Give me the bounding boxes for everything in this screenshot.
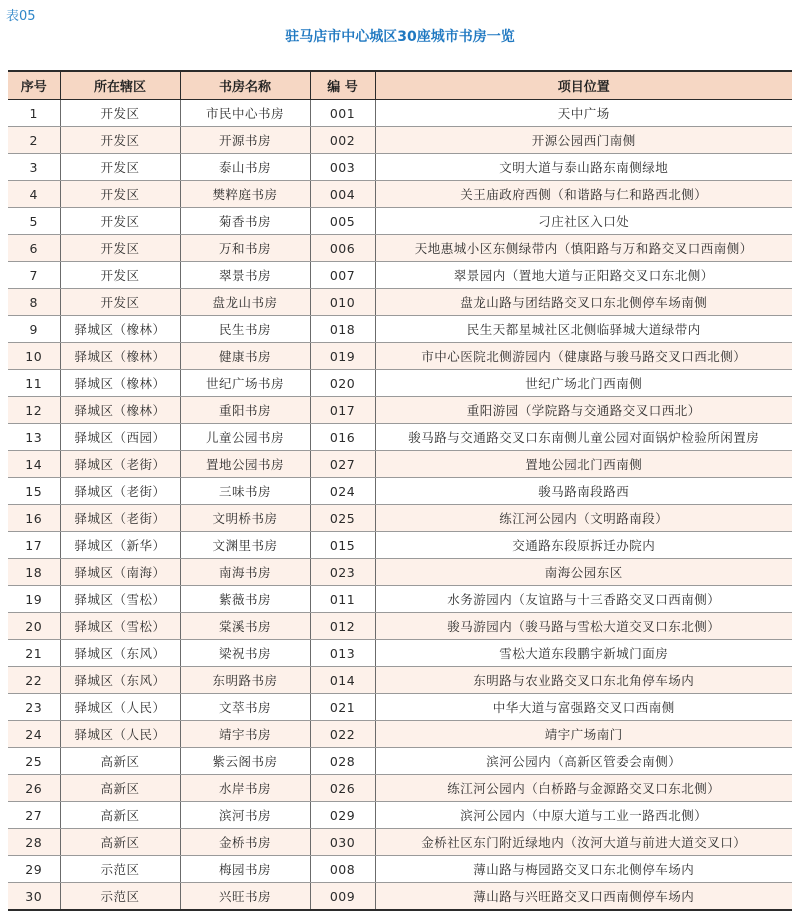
cell-location: 翠景园内（置地大道与正阳路交叉口东北侧）: [375, 262, 792, 289]
table-row: [8, 316, 792, 343]
table-row: [8, 694, 792, 721]
cell-code: 024: [310, 478, 375, 505]
cell-location: 南海公园东区: [375, 559, 792, 586]
cell-code: 010: [310, 289, 375, 316]
cell-code: 003: [310, 154, 375, 181]
cell-index: 2: [8, 127, 60, 154]
cell-name: 民生书房: [180, 316, 310, 343]
cell-index: 3: [8, 154, 60, 181]
cell-code: 004: [310, 181, 375, 208]
cell-code: 020: [310, 370, 375, 397]
cell-code: 015: [310, 532, 375, 559]
cell-district: 开发区: [60, 181, 180, 208]
cell-location: 金桥社区东门附近绿地内（汝河大道与前进大道交叉口）: [375, 829, 792, 856]
cell-name: 紫薇书房: [180, 586, 310, 613]
cell-name: 三味书房: [180, 478, 310, 505]
cell-index: 22: [8, 667, 60, 694]
cell-code: 026: [310, 775, 375, 802]
table-row: [8, 154, 792, 181]
cell-name: 樊粹庭书房: [180, 181, 310, 208]
cell-code: 021: [310, 694, 375, 721]
cell-name: 靖宇书房: [180, 721, 310, 748]
table-row: [8, 343, 792, 370]
cell-district: 驿城区（东风）: [60, 640, 180, 667]
cell-index: 23: [8, 694, 60, 721]
cell-index: 9: [8, 316, 60, 343]
cell-index: 27: [8, 802, 60, 829]
cell-name: 文萃书房: [180, 694, 310, 721]
cell-code: 011: [310, 586, 375, 613]
cell-name: 梅园书房: [180, 856, 310, 883]
cell-location: 靖宇广场南门: [375, 721, 792, 748]
cell-name: 紫云阁书房: [180, 748, 310, 775]
cell-code: 027: [310, 451, 375, 478]
cell-code: 025: [310, 505, 375, 532]
cell-location: 天地惠城小区东侧绿带内（慎阳路与万和路交叉口西南侧）: [375, 235, 792, 262]
cell-index: 25: [8, 748, 60, 775]
cell-code: 018: [310, 316, 375, 343]
cell-district: 高新区: [60, 829, 180, 856]
table-body: [8, 100, 792, 911]
cell-name: 滨河书房: [180, 802, 310, 829]
cell-location: 骏马路与交通路交叉口东南侧儿童公园对面锅炉检验所闲置房: [375, 424, 792, 451]
cell-district: 开发区: [60, 262, 180, 289]
cell-location: 文明大道与泰山路东南侧绿地: [375, 154, 792, 181]
cell-district: 驿城区（西园）: [60, 424, 180, 451]
cell-district: 开发区: [60, 208, 180, 235]
cell-district: 开发区: [60, 127, 180, 154]
cell-index: 13: [8, 424, 60, 451]
table-row: [8, 478, 792, 505]
cell-index: 10: [8, 343, 60, 370]
cell-district: 驿城区（新华）: [60, 532, 180, 559]
cell-district: 开发区: [60, 100, 180, 127]
cell-code: 023: [310, 559, 375, 586]
table-row: [8, 505, 792, 532]
cell-index: 19: [8, 586, 60, 613]
cell-location: 关王庙政府西侧（和谐路与仁和路西北侧）: [375, 181, 792, 208]
cell-district: 驿城区（南海）: [60, 559, 180, 586]
table-row: [8, 802, 792, 829]
cell-name: 健康书房: [180, 343, 310, 370]
cell-code: 007: [310, 262, 375, 289]
table-row: [8, 748, 792, 775]
cell-code: 008: [310, 856, 375, 883]
cell-district: 驿城区（橡林）: [60, 370, 180, 397]
cell-district: 驿城区（东风）: [60, 667, 180, 694]
cell-district: 示范区: [60, 856, 180, 883]
table-row: [8, 181, 792, 208]
cell-location: 置地公园北门西南侧: [375, 451, 792, 478]
cell-district: 驿城区（橡林）: [60, 397, 180, 424]
table-row: [8, 370, 792, 397]
table-row: [8, 721, 792, 748]
cell-code: 016: [310, 424, 375, 451]
header-index: 序号: [8, 71, 60, 100]
cell-district: 驿城区（老街）: [60, 505, 180, 532]
cell-location: 水务游园内（友谊路与十三香路交叉口西南侧）: [375, 586, 792, 613]
cell-district: 开发区: [60, 289, 180, 316]
cell-index: 1: [8, 100, 60, 127]
cell-index: 6: [8, 235, 60, 262]
table-row: [8, 775, 792, 802]
cell-location: 练江河公园内（白桥路与金源路交叉口东北侧）: [375, 775, 792, 802]
cell-name: 万和书房: [180, 235, 310, 262]
cell-district: 开发区: [60, 235, 180, 262]
cell-name: 东明路书房: [180, 667, 310, 694]
cell-name: 翠景书房: [180, 262, 310, 289]
cell-index: 14: [8, 451, 60, 478]
cell-code: 028: [310, 748, 375, 775]
table-row: [8, 262, 792, 289]
cell-code: 017: [310, 397, 375, 424]
table-row: [8, 586, 792, 613]
cell-code: 014: [310, 667, 375, 694]
cell-code: 019: [310, 343, 375, 370]
table-row: [8, 856, 792, 883]
header-code: 编 号: [310, 71, 375, 100]
cell-location: 重阳游园（学院路与交通路交叉口西北）: [375, 397, 792, 424]
table-row: [8, 100, 792, 127]
cell-name: 盘龙山书房: [180, 289, 310, 316]
table-row: [8, 829, 792, 856]
cell-location: 中华大道与富强路交叉口西南侧: [375, 694, 792, 721]
cell-index: 18: [8, 559, 60, 586]
cell-index: 4: [8, 181, 60, 208]
cell-code: 022: [310, 721, 375, 748]
cell-name: 重阳书房: [180, 397, 310, 424]
table-row: [8, 883, 792, 911]
cell-district: 高新区: [60, 775, 180, 802]
cell-location: 雪松大道东段鹏宇新城门面房: [375, 640, 792, 667]
cell-name: 水岸书房: [180, 775, 310, 802]
cell-index: 21: [8, 640, 60, 667]
table-row: [8, 235, 792, 262]
cell-name: 世纪广场书房: [180, 370, 310, 397]
cell-name: 梁祝书房: [180, 640, 310, 667]
table-row: [8, 532, 792, 559]
cell-code: 013: [310, 640, 375, 667]
table-row: [8, 451, 792, 478]
bookstore-table: [8, 70, 792, 911]
cell-name: 市民中心书房: [180, 100, 310, 127]
cell-code: 005: [310, 208, 375, 235]
cell-name: 文渊里书房: [180, 532, 310, 559]
table-row: [8, 208, 792, 235]
cell-name: 置地公园书房: [180, 451, 310, 478]
table-row: [8, 424, 792, 451]
cell-code: 001: [310, 100, 375, 127]
table-row: [8, 559, 792, 586]
header-district: 所在辖区: [60, 71, 180, 100]
cell-name: 金桥书房: [180, 829, 310, 856]
cell-name: 儿童公园书房: [180, 424, 310, 451]
cell-index: 12: [8, 397, 60, 424]
cell-district: 驿城区（雪松）: [60, 613, 180, 640]
cell-location: 练江河公园内（文明路南段）: [375, 505, 792, 532]
cell-index: 17: [8, 532, 60, 559]
cell-district: 驿城区（橡林）: [60, 343, 180, 370]
cell-district: 示范区: [60, 883, 180, 911]
cell-location: 民生天都星城社区北侧临驿城大道绿带内: [375, 316, 792, 343]
cell-location: 盘龙山路与团结路交叉口东北侧停车场南侧: [375, 289, 792, 316]
cell-code: 030: [310, 829, 375, 856]
cell-location: 薄山路与梅园路交叉口东北侧停车场内: [375, 856, 792, 883]
cell-index: 5: [8, 208, 60, 235]
table-row: [8, 289, 792, 316]
cell-name: 菊香书房: [180, 208, 310, 235]
cell-name: 棠溪书房: [180, 613, 310, 640]
cell-district: 驿城区（雪松）: [60, 586, 180, 613]
table-row: [8, 127, 792, 154]
table-row: [8, 640, 792, 667]
cell-index: 30: [8, 883, 60, 911]
cell-index: 26: [8, 775, 60, 802]
cell-location: 薄山路与兴旺路交叉口西南侧停车场内: [375, 883, 792, 911]
cell-location: 交通路东段原拆迁办院内: [375, 532, 792, 559]
header-row: [8, 71, 792, 100]
cell-name: 文明桥书房: [180, 505, 310, 532]
cell-location: 骏马路南段路西: [375, 478, 792, 505]
cell-location: 刁庄社区入口处: [375, 208, 792, 235]
cell-code: 012: [310, 613, 375, 640]
header-name: 书房名称: [180, 71, 310, 100]
cell-index: 28: [8, 829, 60, 856]
cell-location: 开源公园西门南侧: [375, 127, 792, 154]
cell-district: 驿城区（橡林）: [60, 316, 180, 343]
cell-index: 16: [8, 505, 60, 532]
cell-district: 高新区: [60, 802, 180, 829]
cell-location: 世纪广场北门西南侧: [375, 370, 792, 397]
cell-district: 开发区: [60, 154, 180, 181]
table-row: [8, 397, 792, 424]
header-location: 项目位置: [375, 71, 792, 100]
cell-index: 24: [8, 721, 60, 748]
cell-location: 市中心医院北侧游园内（健康路与骏马路交叉口西北侧）: [375, 343, 792, 370]
cell-index: 7: [8, 262, 60, 289]
cell-district: 驿城区（老街）: [60, 451, 180, 478]
cell-name: 南海书房: [180, 559, 310, 586]
cell-district: 驿城区（人民）: [60, 721, 180, 748]
cell-district: 驿城区（人民）: [60, 694, 180, 721]
cell-location: 滨河公园内（中原大道与工业一路西北侧）: [375, 802, 792, 829]
table-number: 表05: [6, 9, 36, 24]
cell-location: 骏马游园内（骏马路与雪松大道交叉口东北侧）: [375, 613, 792, 640]
cell-name: 开源书房: [180, 127, 310, 154]
cell-index: 11: [8, 370, 60, 397]
cell-name: 泰山书房: [180, 154, 310, 181]
cell-code: 009: [310, 883, 375, 911]
cell-index: 8: [8, 289, 60, 316]
cell-code: 006: [310, 235, 375, 262]
cell-index: 29: [8, 856, 60, 883]
cell-district: 驿城区（老街）: [60, 478, 180, 505]
table-row: [8, 613, 792, 640]
cell-index: 15: [8, 478, 60, 505]
cell-location: 滨河公园内（高新区管委会南侧）: [375, 748, 792, 775]
table-title: 驻马店市中心城区30座城市书房一览: [285, 29, 515, 45]
cell-location: 东明路与农业路交叉口东北角停车场内: [375, 667, 792, 694]
cell-code: 002: [310, 127, 375, 154]
cell-name: 兴旺书房: [180, 883, 310, 911]
cell-index: 20: [8, 613, 60, 640]
cell-location: 天中广场: [375, 100, 792, 127]
cell-district: 高新区: [60, 748, 180, 775]
table-row: [8, 667, 792, 694]
cell-code: 029: [310, 802, 375, 829]
